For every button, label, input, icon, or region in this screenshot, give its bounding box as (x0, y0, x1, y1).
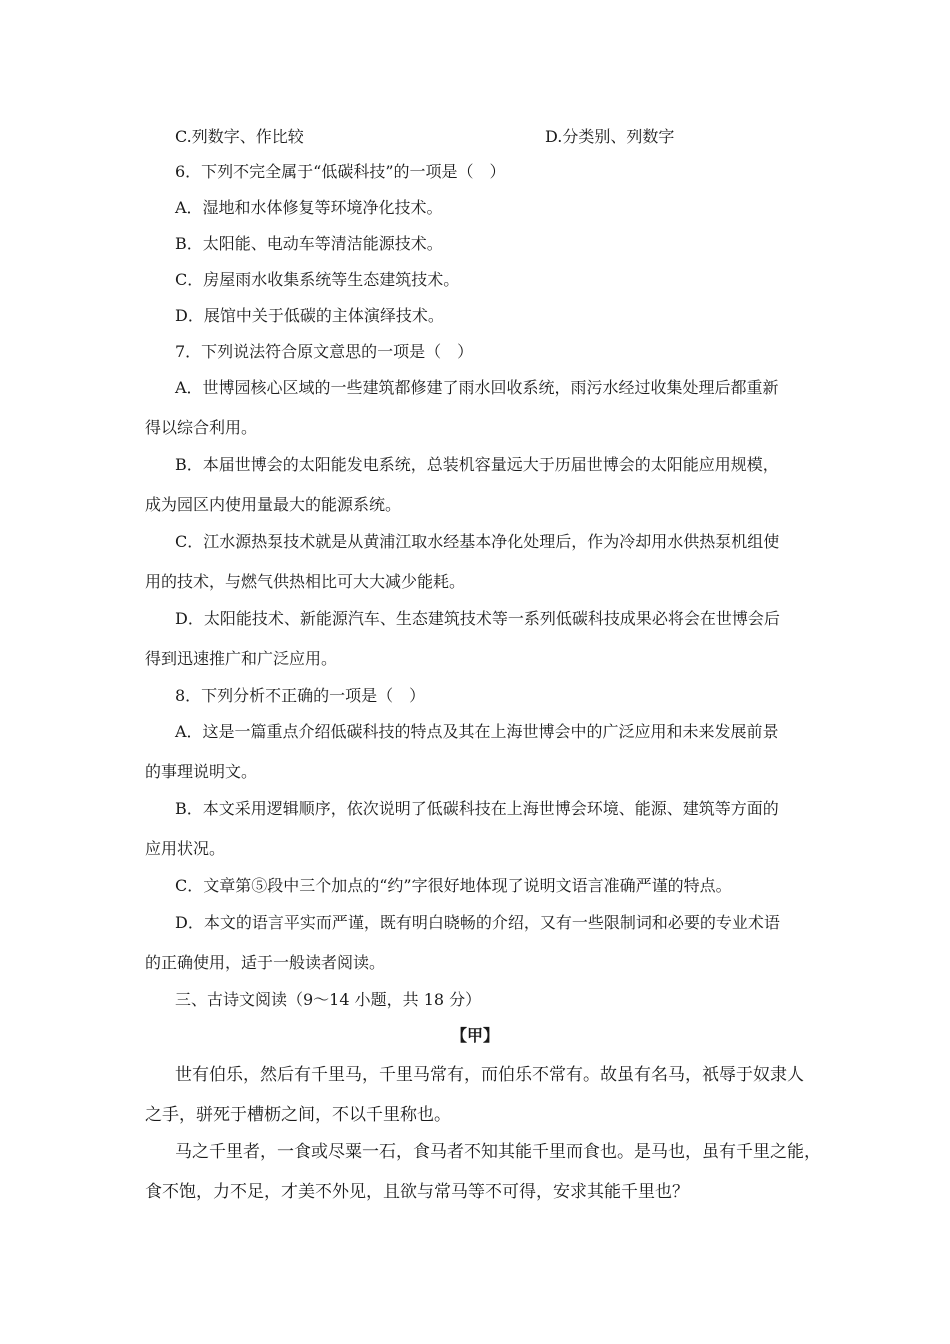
q7-option-a-line2: 得以综合利用。 (145, 418, 258, 437)
passage-p1-line1: 世有伯乐，然后有千里马，千里马常有，而伯乐不常有。故虽有名马，祇辱于奴隶人 (175, 1065, 804, 1085)
q7-option-c-line2: 用的技术，与燃气供热相比可大大减少能耗。 (145, 572, 466, 591)
passage-p2-line2: 食不饱，力不足，才美不外见，且欲与常马等不可得，安求其能千里也？ (145, 1182, 689, 1202)
q8-option-b-line2: 应用状况。 (145, 839, 226, 858)
q8-option-a-line2: 的事理说明文。 (145, 762, 258, 781)
q7-stem: 7．下列说法符合原文意思的一项是（ ） (175, 342, 474, 361)
q7-option-d-line2: 得到迅速推广和广泛应用。 (145, 649, 338, 668)
q8-option-d-line1: D．本文的语言平实而严谨，既有明白晓畅的介绍，又有一些限制词和必要的专业术语 (175, 913, 780, 932)
q6-option-b: B．太阳能、电动车等清洁能源技术。 (175, 234, 443, 253)
q6-option-d: D．展馆中关于低碳的主体演绎技术。 (175, 306, 444, 325)
q6-stem: 6．下列不完全属于“低碳科技”的一项是（ ） (175, 162, 506, 181)
q8-option-c: C．文章第⑤段中三个加点的“约”字很好地体现了说明文语言准确严谨的特点。 (175, 876, 732, 895)
passage-p1-line2: 之手，骈死于槽枥之间，不以千里称也。 (145, 1105, 451, 1125)
q7-option-b-line2: 成为园区内使用量最大的能源系统。 (145, 495, 402, 514)
passage-p2-line1: 马之千里者，一食或尽粟一石，食马者不知其能千里而食也。是马也，虽有千里之能， (175, 1142, 821, 1162)
passage-title: 【甲】 (450, 1026, 499, 1045)
q8-stem: 8．下列分析不正确的一项是（ ） (175, 686, 426, 705)
section-heading: 三、古诗文阅读（9～14 小题，共 18 分） (175, 990, 482, 1009)
q6-option-a: A．湿地和水体修复等环境净化技术。 (175, 198, 443, 217)
q5-option-c: C.列数字、作比较 (175, 127, 304, 146)
q7-option-a-line1: A．世博园核心区域的一些建筑都修建了雨水回收系统，雨污水经过收集处理后都重新 (175, 378, 779, 397)
q5-option-d: D.分类别、列数字 (545, 127, 675, 146)
q7-option-b-line1: B．本届世博会的太阳能发电系统，总装机容量远大于历届世博会的太阳能应用规模， (175, 455, 779, 474)
q8-option-b-line1: B．本文采用逻辑顺序，依次说明了低碳科技在上海世博会环境、能源、建筑等方面的 (175, 799, 779, 818)
q8-option-d-line2: 的正确使用，适于一般读者阅读。 (145, 953, 386, 972)
q7-option-c-line1: C．江水源热泵技术就是从黄浦江取水经基本净化处理后，作为冷却用水供热泵机组使 (175, 532, 780, 551)
q7-option-d-line1: D．太阳能技术、新能源汽车、生态建筑技术等一系列低碳科技成果必将会在世博会后 (175, 609, 780, 628)
q6-option-c: C．房屋雨水收集系统等生态建筑技术。 (175, 270, 460, 289)
q8-option-a-line1: A．这是一篇重点介绍低碳科技的特点及其在上海世博会中的广泛应用和未来发展前景 (175, 722, 779, 741)
